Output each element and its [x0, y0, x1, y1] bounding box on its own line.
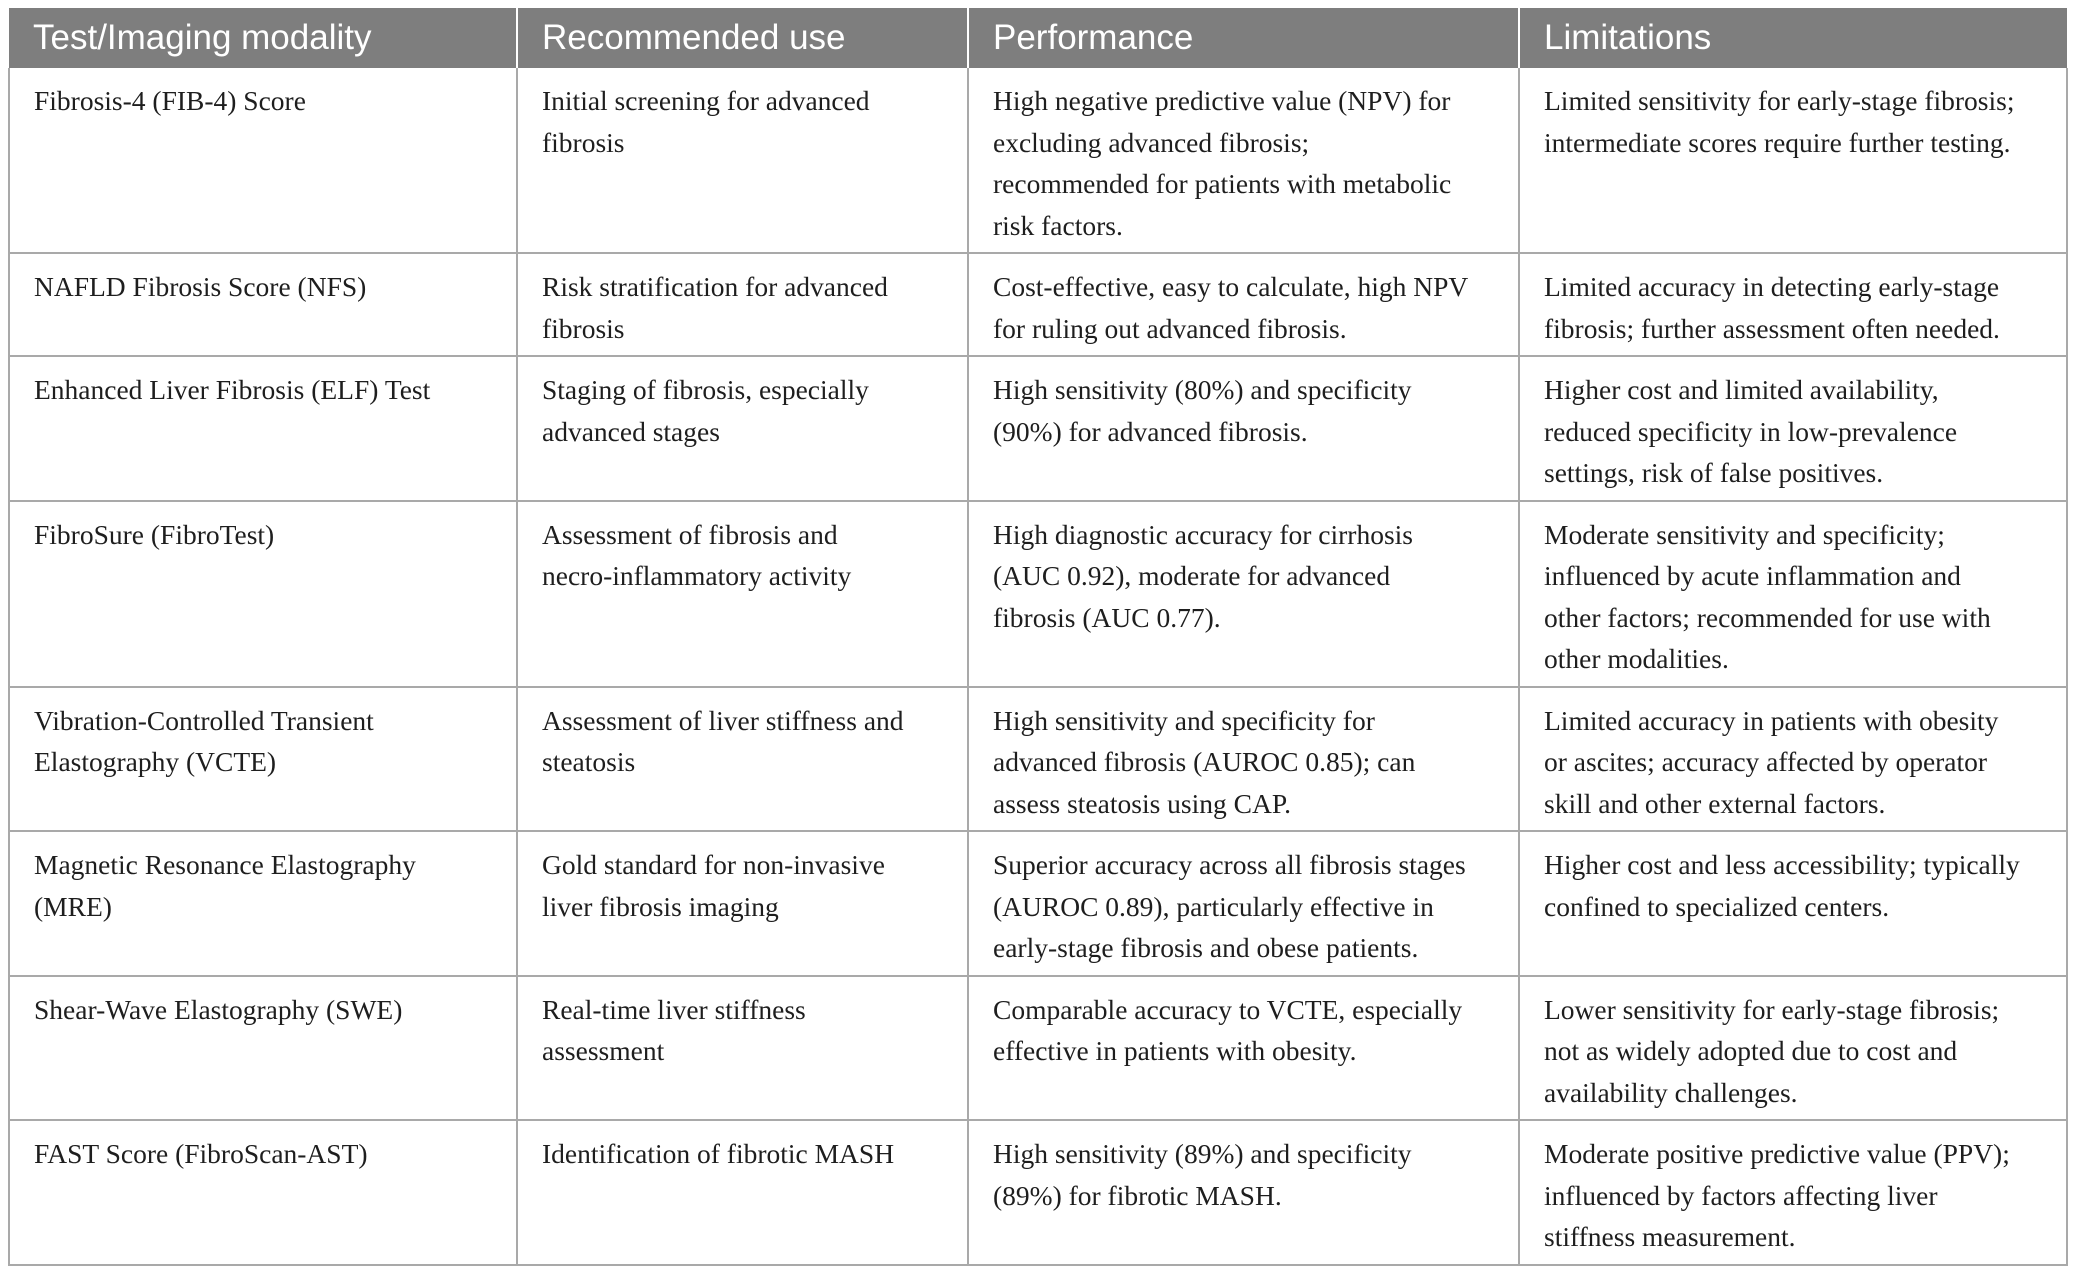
cell-modality: FibroSure (FibroTest) [9, 501, 517, 687]
cell-recommended-use: Initial screening for advanced fibrosis [517, 68, 968, 253]
cell-performance: High sensitivity (80%) and specificity (90%) for advanced fibrosis. [968, 356, 1519, 501]
cell-limitations: Moderate positive predictive value (PPV); influenced by factors affecting liver stiffness measurement. [1519, 1120, 2067, 1265]
cell-performance: High diagnostic accuracy for cirrhosis (AUC 0.92), moderate for advanced fibrosis (AUC 0.77). [968, 501, 1519, 687]
cell-recommended-use: Assessment of fibrosis and necro-inflammatory activity [517, 501, 968, 687]
cell-limitations: Limited accuracy in patients with obesity or ascites; accuracy affected by operator skill and other external factors. [1519, 687, 2067, 832]
header-modality: Test/Imaging modality [9, 8, 517, 68]
table-row [9, 68, 2067, 253]
cell-limitations: Limited accuracy in detecting early-stage fibrosis; further assessment often needed. [1519, 253, 2067, 356]
cell-recommended-use: Real-time liver stiffness assessment [517, 976, 968, 1121]
cell-performance: High negative predictive value (NPV) for excluding advanced fibrosis; recommended for patients with metabolic risk factors. [968, 68, 1519, 253]
table-row [9, 687, 2067, 832]
cell-performance: Superior accuracy across all fibrosis stages (AUROC 0.89), particularly effective in early-stage fibrosis and obese patients. [968, 831, 1519, 976]
table-header [9, 8, 2067, 68]
cell-recommended-use: Risk stratification for advanced fibrosis [517, 253, 968, 356]
cell-modality: Fibrosis-4 (FIB-4) Score [9, 68, 517, 253]
header-row [9, 8, 2067, 68]
cell-modality: Vibration-Controlled Transient Elastography (VCTE) [9, 687, 517, 832]
cell-limitations: Higher cost and less accessibility; typically confined to specialized centers. [1519, 831, 2067, 976]
table-row [9, 501, 2067, 687]
cell-recommended-use: Gold standard for non-invasive liver fibrosis imaging [517, 831, 968, 976]
cell-modality: Enhanced Liver Fibrosis (ELF) Test [9, 356, 517, 501]
cell-performance: High sensitivity and specificity for advanced fibrosis (AUROC 0.85); can assess steatosis using CAP. [968, 687, 1519, 832]
cell-recommended-use: Staging of fibrosis, especially advanced stages [517, 356, 968, 501]
cell-modality: FAST Score (FibroScan-AST) [9, 1120, 517, 1265]
header-performance: Performance [968, 8, 1519, 68]
cell-limitations: Lower sensitivity for early-stage fibrosis; not as widely adopted due to cost and availability challenges. [1519, 976, 2067, 1121]
table-row [9, 253, 2067, 356]
cell-performance: Cost-effective, easy to calculate, high NPV for ruling out advanced fibrosis. [968, 253, 1519, 356]
table-row [9, 356, 2067, 501]
cell-performance: High sensitivity (89%) and specificity (89%) for fibrotic MASH. [968, 1120, 1519, 1265]
cell-recommended-use: Assessment of liver stiffness and steatosis [517, 687, 968, 832]
cell-recommended-use: Identification of fibrotic MASH [517, 1120, 968, 1265]
cell-limitations: Limited sensitivity for early-stage fibrosis; intermediate scores require further testing. [1519, 68, 2067, 253]
table-row [9, 1120, 2067, 1265]
table-body [9, 68, 2067, 1265]
cell-limitations: Higher cost and limited availability, reduced specificity in low-prevalence settings, risk of false positives. [1519, 356, 2067, 501]
table-row [9, 831, 2067, 976]
cell-limitations: Moderate sensitivity and specificity; influenced by acute inflammation and other factors; recommended for use with other modalities. [1519, 501, 2067, 687]
modality-comparison-table [8, 8, 2068, 1266]
comparison-table-container [8, 8, 2066, 1266]
header-limitations: Limitations [1519, 8, 2067, 68]
cell-modality: NAFLD Fibrosis Score (NFS) [9, 253, 517, 356]
header-recommended-use: Recommended use [517, 8, 968, 68]
cell-performance: Comparable accuracy to VCTE, especially effective in patients with obesity. [968, 976, 1519, 1121]
table-row [9, 976, 2067, 1121]
cell-modality: Shear-Wave Elastography (SWE) [9, 976, 517, 1121]
cell-modality: Magnetic Resonance Elastography (MRE) [9, 831, 517, 976]
